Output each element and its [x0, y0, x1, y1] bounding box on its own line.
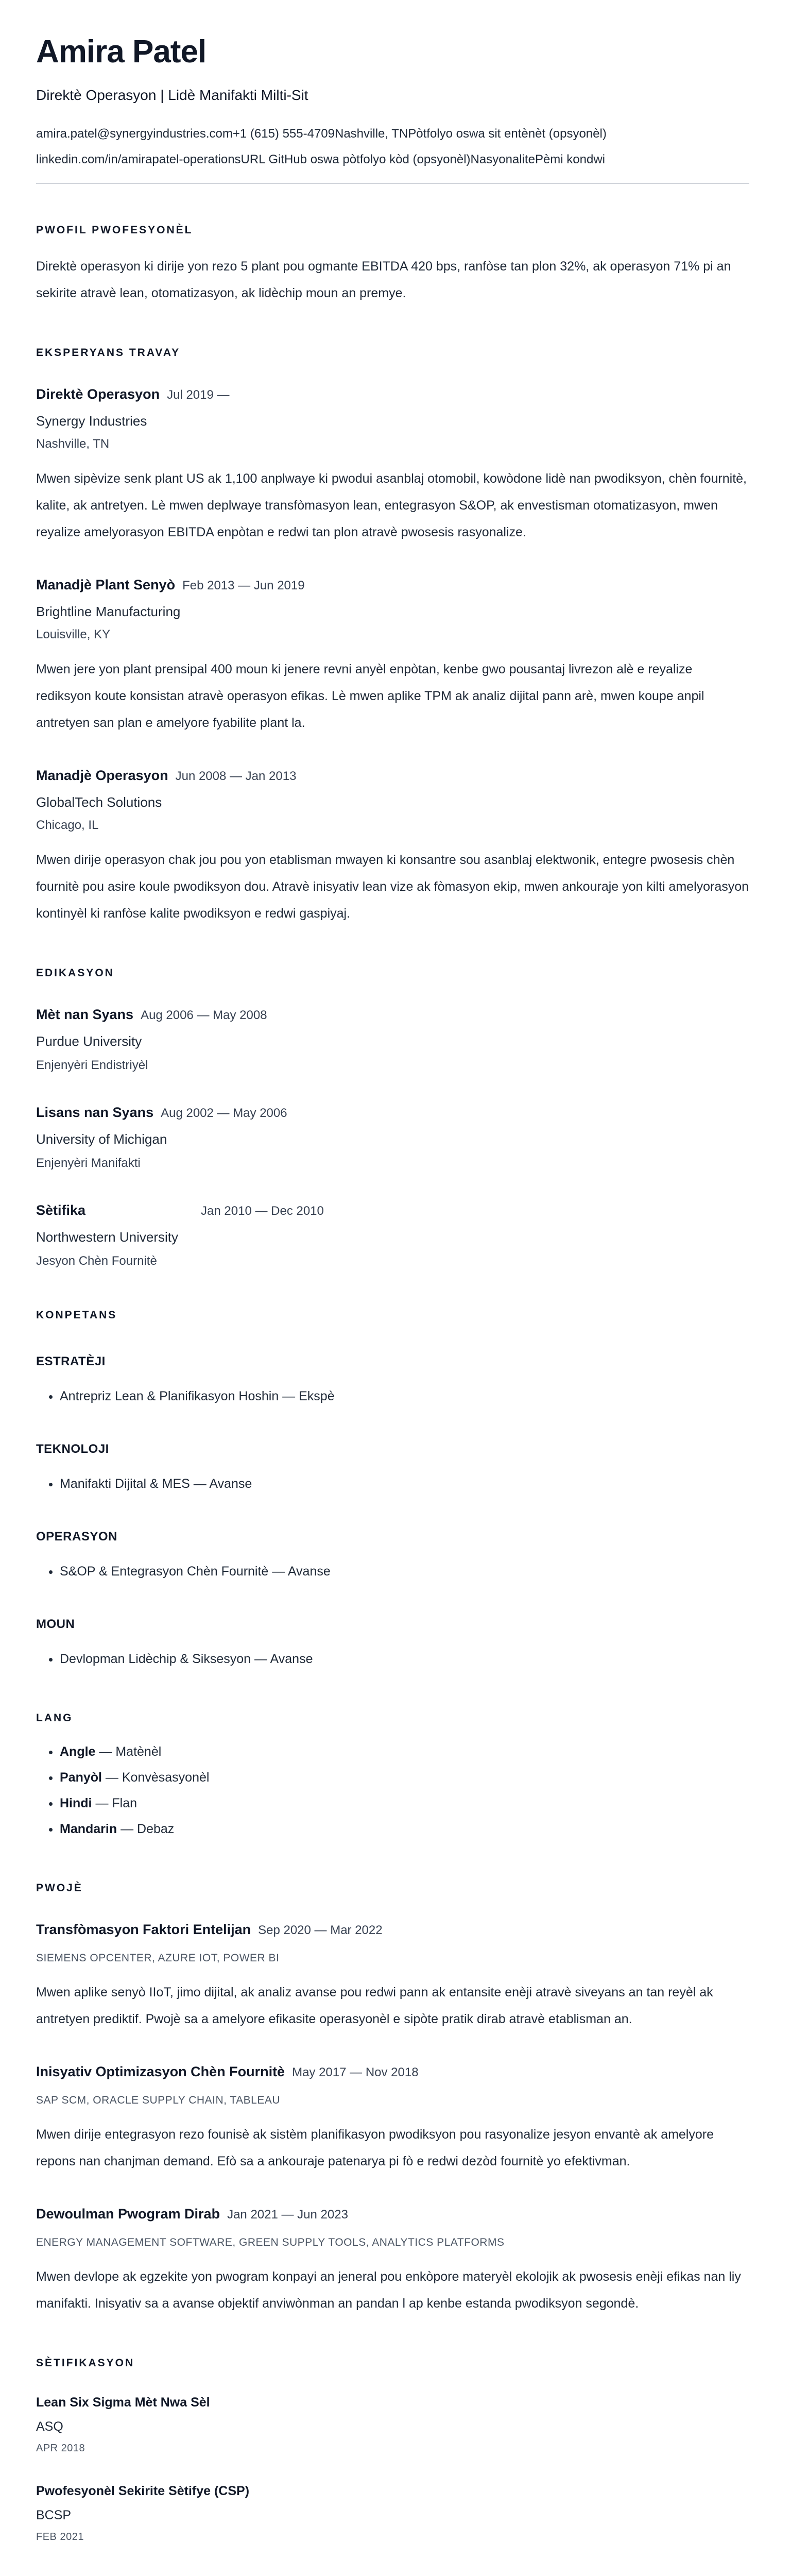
- profile-heading: PWOFIL PWOFESYONÈL: [36, 224, 193, 236]
- header-divider: [36, 183, 749, 184]
- nationality-text: Nasyonalite: [470, 152, 535, 167]
- job-location: Chicago, IL: [36, 818, 99, 833]
- education-date: Aug 2006 — May 2008: [141, 1008, 267, 1023]
- header: [36, 35, 749, 184]
- profile-text: Direktè operasyon ki dirije yon rezo 5 plant pou ogmante EBITDA 420 bps, ranfòse tan plon 32%, ak operasyon 71% pi an sekirite atravè lean, otomatizasyon, ak lidèchip moun an premye.: [36, 259, 731, 301]
- location-text: Nashville, TN: [335, 127, 408, 141]
- language-name: Angle: [60, 1744, 96, 1759]
- section-education: [36, 967, 749, 1269]
- certification-date: APR 2018: [36, 2443, 85, 2454]
- section-projects: [36, 1882, 749, 2317]
- job-company: Synergy Industries: [36, 413, 147, 429]
- project-tools: ENERGY MANAGEMENT SOFTWARE, GREEN SUPPLY TOOLS, ANALYTICS PLATFORMS: [36, 2236, 505, 2249]
- skill-list: [36, 1558, 749, 1584]
- job-title-row: [36, 385, 749, 403]
- job-description: Mwen jere yon plant prensipal 400 moun ki jenere revni anyèl enpòtan, kenbe gwo pousantaj livrezon alè e reyalize rediksyon koute konsistan atravè operasyon efikas. Lè mwen aplike TPM ak analiz dijital pann arè, mwen koupe anpil antretyen san plan e amelyore fyabilite plant la.: [36, 662, 704, 731]
- skill-category: TEKNOLOJI: [36, 1442, 109, 1456]
- skill-item: • Devlopman Lidèchip & Siksesyon — Avanse: [60, 1646, 749, 1672]
- language-name: Mandarin: [60, 1822, 117, 1837]
- contact-line-1: [36, 125, 749, 143]
- skill-list: [36, 1471, 749, 1497]
- job-entry: [36, 766, 749, 927]
- section-experience: [36, 347, 749, 927]
- language-list: [36, 1739, 749, 1842]
- languages-heading: LANG: [36, 1712, 73, 1724]
- job-company: GlobalTech Solutions: [36, 794, 162, 810]
- language-name: Panyòl: [60, 1770, 102, 1785]
- github-text: URL GitHub oswa pòtfolyo kòd (opsyonèl): [240, 152, 471, 167]
- school-name: Northwestern University: [36, 1229, 178, 1245]
- language-level: — Konvèsasyonèl: [101, 1770, 210, 1785]
- section-certifications: [36, 2357, 749, 2544]
- project-title-row: [36, 2062, 749, 2081]
- job-date: Jun 2008 — Jan 2013: [175, 769, 297, 784]
- skill-category: MOUN: [36, 1617, 75, 1632]
- project-entry: [36, 2062, 749, 2175]
- project-entry: [36, 2205, 749, 2317]
- job-title: Manadjè Plant Senyò: [36, 577, 176, 593]
- section-skills: [36, 1309, 749, 1672]
- project-description: Mwen aplike senyò IIoT, jimo dijital, ak analiz avanse pou redwi pann ak entansite enèji atravè siveyans an tan reyèl ak antretyen prediktif. Pwojè sa a amelyore efikasite operasyonèl e sipòte pratik dirab atravè etablisman an.: [36, 1985, 713, 2027]
- certifications-heading: SÈTIFIKASYON: [36, 2357, 135, 2369]
- skill-item: • Antrepriz Lean & Planifikasyon Hoshin — Ekspè: [60, 1383, 749, 1409]
- job-company: Brightline Manufacturing: [36, 604, 181, 620]
- education-entry: [36, 1103, 749, 1171]
- skills-heading: KONPETANS: [36, 1309, 117, 1321]
- job-location: Nashville, TN: [36, 437, 110, 451]
- education-title-row: [36, 1005, 749, 1024]
- project-date: Sep 2020 — Mar 2022: [258, 1923, 383, 1938]
- project-description: Mwen dirije entegrasyon rezo founisè ak sistèm planifikasyon pwodiksyon pou rasyonalize jesyon envantè ak amelyore repons nan chanjman demand. Efò sa a ankouraje patenarya pi fò e redwi dezòd fournitè yo efektivman.: [36, 2127, 714, 2169]
- education-title-row: [36, 1103, 749, 1122]
- education-date: Jan 2010 — Dec 2010: [201, 1204, 324, 1218]
- experience-heading: EKSPERYANS TRAVAY: [36, 347, 181, 359]
- field-of-study: Jesyon Chèn Fournitè: [36, 1254, 157, 1268]
- job-location: Louisville, KY: [36, 628, 111, 642]
- phone-text: +1 (615) 555-4709: [232, 127, 335, 141]
- project-title: Transfòmasyon Faktori Entelijan: [36, 1922, 251, 1938]
- job-subtitle: Direktè Operasyon | Lidè Manifakti Milti-Sit: [36, 87, 308, 104]
- skill-category: ESTRATÈJI: [36, 1354, 106, 1369]
- language-item: [60, 1816, 749, 1842]
- job-title-row: [36, 766, 749, 785]
- certification-org: BCSP: [36, 2508, 72, 2523]
- project-title: Inisyativ Optimizasyon Chèn Fournitè: [36, 2064, 285, 2080]
- degree-title: Lisans nan Syans: [36, 1105, 154, 1121]
- education-date: Aug 2002 — May 2006: [161, 1106, 287, 1121]
- project-description: Mwen devlope ak egzekite yon pwogram konpayi an jeneral pou enkòpore materyèl ekolojik ak pwosesis enèji efikas nan liy manifakti. Inisyativ sa a avanse objektif anviwònman an pandan l ap kenbe estanda pwodiksyon segondè.: [36, 2269, 741, 2311]
- education-entry: [36, 1201, 749, 1269]
- job-date: Jul 2019 —: [167, 388, 230, 402]
- email-text: amira.patel@synergyindustries.com: [36, 127, 233, 141]
- section-profile: [36, 224, 749, 307]
- linkedin-text: linkedin.com/in/amirapatel-operations: [36, 152, 241, 167]
- job-title: Manadjè Operasyon: [36, 768, 168, 784]
- school-name: University of Michigan: [36, 1131, 167, 1147]
- project-tools: SIEMENS OPCENTER, AZURE IOT, POWER BI: [36, 1952, 280, 1964]
- language-level: — Matènèl: [95, 1744, 162, 1759]
- language-level: — Debaz: [117, 1822, 175, 1837]
- school-name: Purdue University: [36, 1033, 142, 1049]
- portfolio-text: Pòtfolyo oswa sit entènèt (opsyonèl): [408, 127, 607, 141]
- language-item: [60, 1739, 749, 1765]
- language-level: — Flan: [92, 1796, 137, 1811]
- certification-name: Pwofesyonèl Sekirite Sètifye (CSP): [36, 2484, 250, 2499]
- degree-title: Mèt nan Syans: [36, 1007, 134, 1023]
- job-title-row: [36, 575, 749, 594]
- language-item: [60, 1765, 749, 1790]
- education-title-row: [36, 1201, 749, 1219]
- job-entry: [36, 385, 749, 546]
- page-title: Amira Patel: [36, 34, 207, 70]
- job-title: Direktè Operasyon: [36, 386, 160, 402]
- field-of-study: Enjenyèri Endistriyèl: [36, 1058, 148, 1073]
- certification-entry: [36, 2483, 749, 2544]
- language-item: [60, 1790, 749, 1816]
- skill-list: [36, 1646, 749, 1672]
- field-of-study: Enjenyèri Manifakti: [36, 1156, 141, 1171]
- education-heading: EDIKASYON: [36, 967, 114, 979]
- project-date: Jan 2021 — Jun 2023: [227, 2208, 348, 2222]
- language-name: Hindi: [60, 1796, 92, 1811]
- certification-entry: [36, 2394, 749, 2455]
- project-title: Dewoulman Pwogram Dirab: [36, 2206, 220, 2222]
- project-entry: [36, 1920, 749, 2032]
- project-title-row: [36, 1920, 749, 1939]
- job-description: Mwen dirije operasyon chak jou pou yon etablisman mwayen ki konsantre sou asanblaj elektwonik, entegre pwosesis chèn fournitè pou asire koule pwodiksyon dou. Atravè inisyativ lean vize ak fòmasyon ekip, mwen ankouraje yon kilti amelyorasyon kontinyèl ki ranfòse kalite pwodiksyon e redwi gaspiyaj.: [36, 853, 749, 921]
- section-languages: [36, 1712, 749, 1842]
- degree-title: Sètifika: [36, 1202, 86, 1218]
- projects-heading: PWOJÈ: [36, 1882, 83, 1894]
- project-date: May 2017 — Nov 2018: [292, 2065, 419, 2080]
- skill-list: [36, 1383, 749, 1409]
- project-title-row: [36, 2205, 749, 2223]
- project-tools: SAP SCM, ORACLE SUPPLY CHAIN, TABLEAU: [36, 2094, 281, 2107]
- job-description: Mwen sipèvize senk plant US ak 1,100 anplwaye ki pwodui asanblaj otomobil, kowòdone lidè nan pwodiksyon, chèn fournitè, kalite, ak antretyen. Lè mwen deplwaye transfòmasyon lean, entegrasyon S&OP, ak envestisman otomatizasyon, mwen reyalize amelyorasyon EBITDA enpòtan e redwi tan plon atravè pwosesis rasyonalize.: [36, 471, 747, 540]
- certification-org: ASQ: [36, 2419, 63, 2434]
- certification-date: FEB 2021: [36, 2531, 84, 2543]
- certification-name: Lean Six Sigma Mèt Nwa Sèl: [36, 2395, 210, 2410]
- skill-category: OPERASYON: [36, 1530, 117, 1544]
- skill-item: • S&OP & Entegrasyon Chèn Fournitè — Avanse: [60, 1558, 749, 1584]
- job-entry: [36, 575, 749, 736]
- job-date: Feb 2013 — Jun 2019: [182, 579, 305, 593]
- contact-line-2: [36, 151, 749, 168]
- driving-permit-text: Pèmi kondwi: [535, 152, 606, 167]
- skill-item: • Manifakti Dijital & MES — Avanse: [60, 1471, 749, 1497]
- education-entry: [36, 1005, 749, 1073]
